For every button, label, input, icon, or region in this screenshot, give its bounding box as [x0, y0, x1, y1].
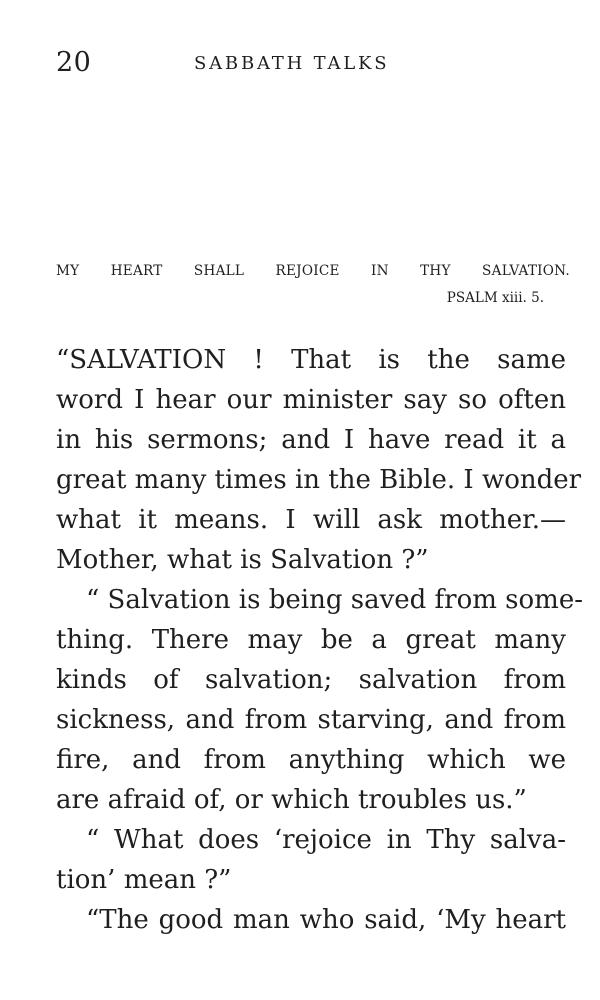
page-number: 20 — [56, 47, 92, 78]
text-line: what it means. I will ask mother.— — [56, 505, 566, 535]
text-line: fire, and from anything which we — [56, 745, 566, 775]
text-line: tion’ mean ?” — [56, 865, 232, 895]
text-line: “ What does ‘rejoice in Thy salva- — [86, 825, 566, 855]
text-line: are afraid of, or which troubles us.” — [56, 785, 527, 815]
text-line: Mother, what is Salvation ?” — [56, 545, 429, 575]
text-line: “SALVATION ! That is the same — [56, 345, 566, 375]
text-line: “The good man who said, ‘My heart — [86, 905, 566, 935]
text-line: “ Salvation is being saved from some- — [86, 585, 583, 615]
text-line: sickness, and from starving, and from — [56, 705, 566, 735]
epigraph-citation: PSALM xiii. 5. — [446, 290, 544, 306]
text-line: thing. There may be a great many — [56, 625, 566, 655]
text-line: kinds of salvation; salvation from — [56, 665, 566, 695]
body-text — [56, 340, 583, 940]
running-head — [56, 47, 572, 81]
text-line: in his sermons; and I have read it a — [56, 425, 566, 455]
epigraph — [56, 259, 570, 312]
epigraph-text: MY HEART SHALL REJOICE IN THY SALVATION. — [56, 263, 570, 279]
running-title: SABBATH TALKS — [194, 53, 390, 74]
text-line: great many times in the Bible. I wonder — [56, 465, 582, 495]
text-line: word I hear our minister say so often — [56, 385, 566, 415]
